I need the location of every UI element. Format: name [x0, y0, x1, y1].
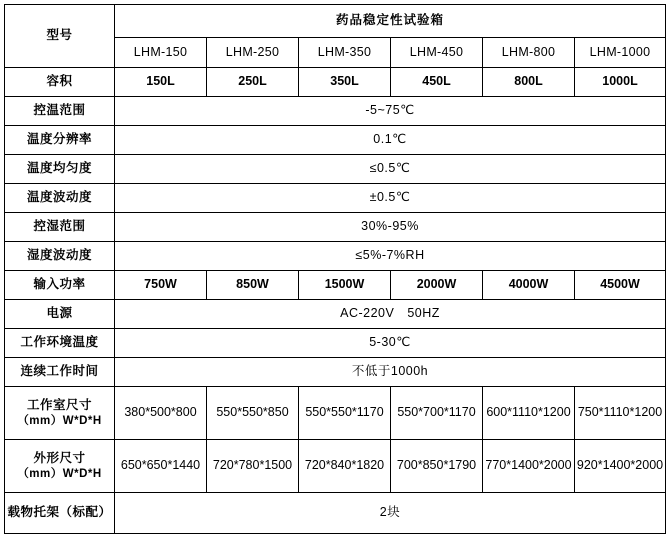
row-label: 电源: [5, 300, 115, 329]
row-value-cell: 2000W: [391, 271, 483, 300]
model-name-cell: LHM-150: [115, 38, 207, 68]
row-value-cell: 720*780*1500: [207, 440, 299, 493]
model-name-cell: LHM-350: [299, 38, 391, 68]
table-row: [5, 493, 666, 534]
row-label-sub: （mm）W*D*H: [17, 467, 102, 480]
table-header-row: [5, 5, 666, 38]
table-row: [5, 184, 666, 213]
table-row: [5, 271, 666, 300]
row-value-merged: ±0.5℃: [115, 184, 666, 213]
row-value-merged: 2块: [115, 493, 666, 534]
row-value-cell: 800L: [483, 68, 575, 97]
row-value-cell: 4500W: [575, 271, 666, 300]
row-label: 容积: [5, 68, 115, 97]
row-value-cell: 750W: [115, 271, 207, 300]
model-name-cell: LHM-450: [391, 38, 483, 68]
row-value-cell: 750*1110*1200: [575, 387, 666, 440]
table-row: [5, 387, 666, 440]
table-row: [5, 440, 666, 493]
row-value-cell: 650*650*1440: [115, 440, 207, 493]
row-label: 湿度波动度: [5, 242, 115, 271]
row-value-cell: 550*700*1170: [391, 387, 483, 440]
row-value-merged: 30%-95%: [115, 213, 666, 242]
model-name-cell: LHM-800: [483, 38, 575, 68]
table-row: [5, 68, 666, 97]
table-row: [5, 358, 666, 387]
row-value-cell: 550*550*1170: [299, 387, 391, 440]
row-value-cell: 250L: [207, 68, 299, 97]
row-value-cell: 1500W: [299, 271, 391, 300]
row-label: 温度均匀度: [5, 155, 115, 184]
table-row: [5, 126, 666, 155]
row-label: [5, 387, 115, 440]
row-value-merged: 0.1℃: [115, 126, 666, 155]
row-value-cell: 1000L: [575, 68, 666, 97]
row-label-main: 工作室尺寸: [26, 398, 92, 412]
table-row: [5, 329, 666, 358]
row-label: 工作环境温度: [5, 329, 115, 358]
row-value-cell: 770*1400*2000: [483, 440, 575, 493]
row-value-cell: 4000W: [483, 271, 575, 300]
row-value-merged: AC-220V 50HZ: [115, 300, 666, 329]
model-name-cell: LHM-250: [207, 38, 299, 68]
row-value-cell: 150L: [115, 68, 207, 97]
row-label: 温度波动度: [5, 184, 115, 213]
row-label-sub: （mm）W*D*H: [17, 414, 102, 427]
table-row: [5, 155, 666, 184]
row-label: 控湿范围: [5, 213, 115, 242]
row-label: 温度分辨率: [5, 126, 115, 155]
row-value-merged: ≤5%-7%RH: [115, 242, 666, 271]
table-row: [5, 300, 666, 329]
row-value-cell: 550*550*850: [207, 387, 299, 440]
row-label: 载物托架（标配）: [5, 493, 115, 534]
row-value-cell: 450L: [391, 68, 483, 97]
row-label: 输入功率: [5, 271, 115, 300]
row-label: [5, 440, 115, 493]
row-label: 控温范围: [5, 97, 115, 126]
row-value-cell: 720*840*1820: [299, 440, 391, 493]
table-row: [5, 97, 666, 126]
row-value-merged: 5-30℃: [115, 329, 666, 358]
specification-table: [4, 4, 666, 534]
table-row: [5, 213, 666, 242]
table-row: [5, 242, 666, 271]
row-label-main: 外形尺寸: [33, 451, 86, 465]
row-value-cell: 600*1110*1200: [483, 387, 575, 440]
header-label-model: 型号: [5, 5, 115, 68]
row-value-merged: 不低于1000h: [115, 358, 666, 387]
row-value-cell: 380*500*800: [115, 387, 207, 440]
row-value-merged: -5~75℃: [115, 97, 666, 126]
row-label: 连续工作时间: [5, 358, 115, 387]
row-value-cell: 920*1400*2000: [575, 440, 666, 493]
row-value-cell: 850W: [207, 271, 299, 300]
model-name-cell: LHM-1000: [575, 38, 666, 68]
row-value-merged: ≤0.5℃: [115, 155, 666, 184]
row-value-cell: 350L: [299, 68, 391, 97]
row-value-cell: 700*850*1790: [391, 440, 483, 493]
product-title: 药品稳定性试验箱: [115, 5, 666, 38]
